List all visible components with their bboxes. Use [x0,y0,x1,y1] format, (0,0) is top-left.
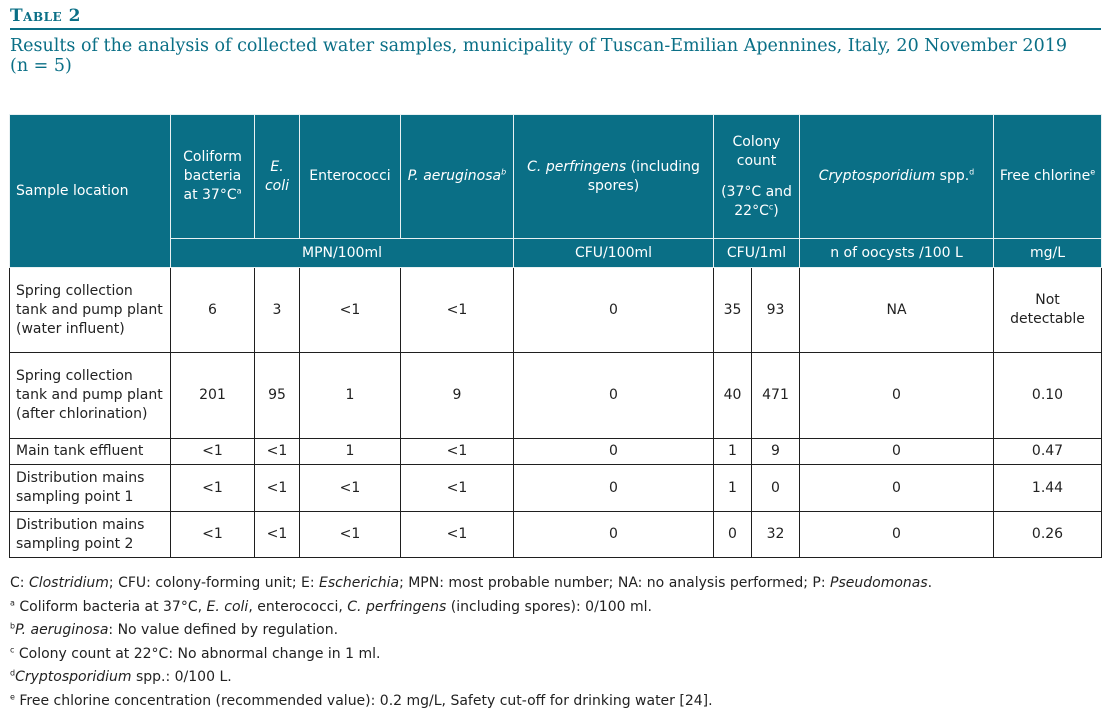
fn-italic: Pseudomonas [830,575,928,591]
cell-enterococci: 1 [300,353,401,439]
cell-crypto: 0 [800,353,994,439]
cell-cperfringens: 0 [514,439,714,465]
footnote-a [10,596,1100,620]
header-coliform [171,115,255,239]
header-colony-temp-wrap [718,183,795,221]
cell-cperfringens: 0 [514,268,714,353]
footnote-abbreviations [10,572,1100,596]
cell-coliform: <1 [171,512,255,558]
cell-ecoli: <1 [255,439,300,465]
header-colony-title: Colony count [732,133,781,169]
header-coliform-sup: a [236,186,242,196]
cell-colony37: 1 [714,439,752,465]
cell-colony22: 0 [752,465,800,512]
cell-colony22: 93 [752,268,800,353]
table-row [10,465,1102,512]
fn-sup: b [10,621,16,631]
fn-sup: d [10,668,16,678]
fn-text: ; MPN: most probable number; NA: no analysis performed; P: [399,575,831,591]
cell-chlorine: 1.44 [994,465,1102,512]
cell-chlorine: Not detectable [994,268,1102,353]
header-crypto-rest: spp. [935,168,970,184]
cell-crypto: 0 [800,465,994,512]
cell-enterococci: 1 [300,439,401,465]
table-row [10,439,1102,465]
table-label: Table 2 [10,6,81,26]
cell-paeruginosa: <1 [401,439,514,465]
unit-cfu100: CFU/100ml [514,239,714,268]
cell-paeruginosa: 9 [401,353,514,439]
cell-ecoli: 3 [255,268,300,353]
cell-coliform: <1 [171,439,255,465]
cell-location: Spring collection tank and pump plant (after chlorination) [10,353,171,439]
header-row [10,115,1102,239]
header-coliform-text: Coliform bacteria at 37°C [183,149,242,203]
cell-location: Distribution mains sampling point 1 [10,465,171,512]
header-colony-sup: c [768,201,774,211]
cell-coliform: 201 [171,353,255,439]
units-row [10,239,1102,268]
cell-enterococci: <1 [300,268,401,353]
header-paeruginosa-sup: b [501,167,507,177]
footnote-c [10,643,1100,667]
header-colony-count [714,115,800,239]
cell-chlorine: 0.10 [994,353,1102,439]
fn-text: ; CFU: colony-forming unit; E: [108,575,320,591]
cell-cperfringens: 0 [514,353,714,439]
footnote-e [10,690,1100,714]
table-row [10,268,1102,353]
fn-italic: E. coli [206,598,249,615]
cell-colony37: 40 [714,353,752,439]
footnote-d [10,666,1100,690]
results-table [9,114,1102,558]
cell-paeruginosa: <1 [401,465,514,512]
cell-crypto: 0 [800,512,994,558]
table-header [10,115,1102,268]
header-crypto-italic: Cryptosporidium [818,168,936,184]
fn-text: Coliform bacteria at 37°C, [14,598,207,615]
table-caption: Results of the analysis of collected water samples, municipality of Tuscan-Emilian Apennines, Italy, 20 November 2019 (n = 5) [10,36,1067,76]
header-chlorine-sup: e [1090,167,1096,177]
table-row [10,353,1102,439]
header-ecoli: E. coli [255,115,300,239]
fn-text: . [927,575,933,591]
fn-sup: a [10,597,15,607]
fn-italic: P. aeruginosa [15,622,109,638]
fn-text: : No value defined by regulation. [108,622,339,638]
header-cperfringens-rest: (including spores) [587,158,700,194]
cell-crypto: 0 [800,439,994,465]
fn-sup: c [10,644,15,654]
header-chlorine [994,115,1102,239]
cell-crypto: NA [800,268,994,353]
fn-italic: Cryptosporidium [15,669,132,685]
cell-cperfringens: 0 [514,512,714,558]
cell-colony22: 9 [752,439,800,465]
fn-text: Colony count at 22°C: No abnormal change in 1 ml. [14,645,381,662]
cell-colony37: 0 [714,512,752,558]
header-sample-location: Sample location [10,115,171,268]
cell-colony22: 471 [752,353,800,439]
unit-mpn: MPN/100ml [171,239,514,268]
fn-italic: Escherichia [319,575,400,591]
fn-text: C: [10,575,29,591]
unit-oocysts: n of oocysts /100 L [800,239,994,268]
footnotes [10,572,1100,713]
cell-cperfringens: 0 [514,465,714,512]
title-rule [10,28,1101,30]
header-chlorine-text: Free chlorine [999,168,1091,184]
fn-text: (including spores): 0/100 ml. [446,598,652,615]
header-crypto [800,115,994,239]
header-colony-close: ) [773,202,779,219]
cell-colony37: 35 [714,268,752,353]
header-enterococci: Enterococci [300,115,401,239]
header-paeruginosa [401,115,514,239]
cell-paeruginosa: <1 [401,512,514,558]
cell-ecoli: <1 [255,512,300,558]
header-colony-temp: (37°C and 22°C [721,183,792,219]
header-cperfringens [514,115,714,239]
cell-ecoli: 95 [255,353,300,439]
cell-enterococci: <1 [300,512,401,558]
fn-text: , enterococci, [248,598,348,615]
fn-sup: e [10,691,15,701]
fn-italic: C. perfringens [347,598,447,615]
cell-location: Spring collection tank and pump plant (water influent) [10,268,171,353]
footnote-b [10,619,1100,643]
header-paeruginosa-text: P. aeruginosa [407,168,502,184]
header-crypto-sup: d [969,167,975,177]
cell-paeruginosa: <1 [401,268,514,353]
cell-ecoli: <1 [255,465,300,512]
unit-cfu1: CFU/1ml [714,239,800,268]
unit-mgl: mg/L [994,239,1102,268]
cell-location: Main tank effluent [10,439,171,465]
cell-chlorine: 0.26 [994,512,1102,558]
cell-coliform: <1 [171,465,255,512]
fn-italic: Clostridium [28,575,109,591]
fn-text: Free chlorine concentration (recommended value): 0.2 mg/L, Safety cut-off for drinking water [24]. [14,692,713,709]
table-body [10,268,1102,558]
cell-colony37: 1 [714,465,752,512]
header-cperfringens-italic: C. perfringens [527,158,627,175]
fn-text: spp.: 0/100 L. [131,669,232,685]
cell-chlorine: 0.47 [994,439,1102,465]
table-row [10,512,1102,558]
cell-coliform: 6 [171,268,255,353]
cell-enterococci: <1 [300,465,401,512]
cell-colony22: 32 [752,512,800,558]
cell-location: Distribution mains sampling point 2 [10,512,171,558]
